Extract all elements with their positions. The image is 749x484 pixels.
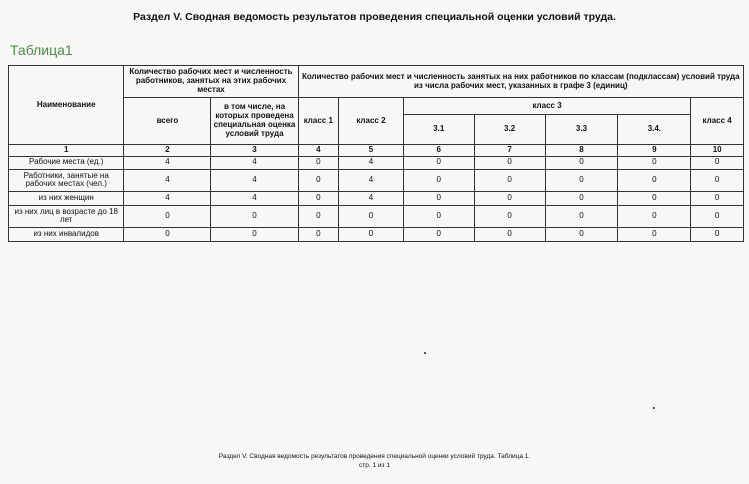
table-cell: 0: [298, 227, 338, 241]
table-cell: 0: [403, 227, 474, 241]
table-cell: 0: [298, 191, 338, 205]
table-cell: 4: [339, 169, 404, 191]
table-cell: 0: [298, 169, 338, 191]
header-name: Наименование: [9, 66, 124, 145]
header-assessed: в том числе, на которых проведена специальная оценка условий труда: [211, 98, 298, 145]
table-row-women: [9, 191, 744, 205]
header-class3-1: 3.1: [403, 115, 474, 145]
table-cell: 0: [298, 205, 338, 227]
header-class2: класс 2: [339, 98, 404, 145]
column-number-row: [9, 145, 744, 157]
table-cell: 0: [298, 156, 338, 169]
table-cell: 0: [618, 227, 691, 241]
table-cell: 4: [124, 156, 211, 169]
table-cell: 0: [545, 169, 618, 191]
column-number: 5: [339, 145, 404, 157]
row-label: Рабочие места (ед.): [9, 156, 124, 169]
header-class3-3: 3.3: [545, 115, 618, 145]
header-total: всего: [124, 98, 211, 145]
scan-speck: [653, 407, 655, 409]
table-row-workers: [9, 169, 744, 191]
header-workplaces-group: Количество рабочих мест и численность работников, занятых на этих рабочих местах: [124, 66, 298, 98]
table-row-disabled: [9, 227, 744, 241]
table-cell: 0: [691, 205, 744, 227]
table-cell: 0: [403, 191, 474, 205]
table-cell: 0: [545, 191, 618, 205]
table-cell: 0: [211, 205, 298, 227]
table-cell: 0: [691, 156, 744, 169]
column-number: 9: [618, 145, 691, 157]
row-label: из них лиц в возрасте до 18 лет: [9, 205, 124, 227]
scan-speck: [424, 352, 426, 354]
table-cell: 0: [545, 205, 618, 227]
table-cell: 0: [618, 191, 691, 205]
table-cell: 0: [691, 227, 744, 241]
table-cell: 0: [545, 156, 618, 169]
header-class3-4: 3.4.: [618, 115, 691, 145]
table-cell: 0: [211, 227, 298, 241]
table-cell: 4: [339, 191, 404, 205]
table-cell: 0: [691, 191, 744, 205]
table-cell: 0: [474, 169, 545, 191]
table-cell: 0: [124, 227, 211, 241]
header-class3-2: 3.2: [474, 115, 545, 145]
column-number: 7: [474, 145, 545, 157]
header-class4: класс 4: [691, 98, 744, 145]
summary-table: [8, 65, 744, 242]
header-classes-group: Количество рабочих мест и численность занятых на них работников по классам (подклассам) условий труда из числа рабочих мест, указанных в графе 3 (единиц): [298, 66, 743, 98]
header-class3: класс 3: [403, 98, 691, 115]
table-cell: 0: [474, 191, 545, 205]
table-cell: 0: [618, 205, 691, 227]
table-cell: 4: [211, 191, 298, 205]
column-number: 8: [545, 145, 618, 157]
footer-line: Раздел V. Сводная ведомость результатов проведения специальной оценки условий труда. Таблица 1.: [218, 453, 531, 460]
table-cell: 0: [618, 156, 691, 169]
table-caption: Таблица1: [10, 42, 73, 58]
table-cell: 0: [618, 169, 691, 191]
table-cell: 0: [545, 227, 618, 241]
row-label: Работники, занятые на рабочих местах (чел.): [9, 169, 124, 191]
table-cell: 0: [474, 156, 545, 169]
table-cell: 0: [474, 227, 545, 241]
footer-page-number: стр. 1 из 1: [359, 462, 390, 469]
table-cell: 4: [211, 156, 298, 169]
column-number: 10: [691, 145, 744, 157]
header-class1: класс 1: [298, 98, 338, 145]
column-number: 3: [211, 145, 298, 157]
column-number: 4: [298, 145, 338, 157]
column-number: 1: [9, 145, 124, 157]
table-cell: 4: [339, 156, 404, 169]
table-cell: 4: [124, 169, 211, 191]
table-cell: 4: [211, 169, 298, 191]
table-cell: 0: [474, 205, 545, 227]
row-label: из них инвалидов: [9, 227, 124, 241]
table-cell: 0: [339, 205, 404, 227]
table-cell: 0: [124, 205, 211, 227]
table-cell: 0: [403, 205, 474, 227]
row-label: из них женщин: [9, 191, 124, 205]
table-row-under-18: [9, 205, 744, 227]
table-cell: 0: [691, 169, 744, 191]
table-cell: 0: [339, 227, 404, 241]
table-row-workplaces: [9, 156, 744, 169]
table-cell: 0: [403, 169, 474, 191]
table-cell: 0: [403, 156, 474, 169]
page-title: Раздел V. Сводная ведомость результатов проведения специальной оценки условий труда.: [133, 11, 616, 23]
column-number: 6: [403, 145, 474, 157]
table-cell: 4: [124, 191, 211, 205]
column-number: 2: [124, 145, 211, 157]
